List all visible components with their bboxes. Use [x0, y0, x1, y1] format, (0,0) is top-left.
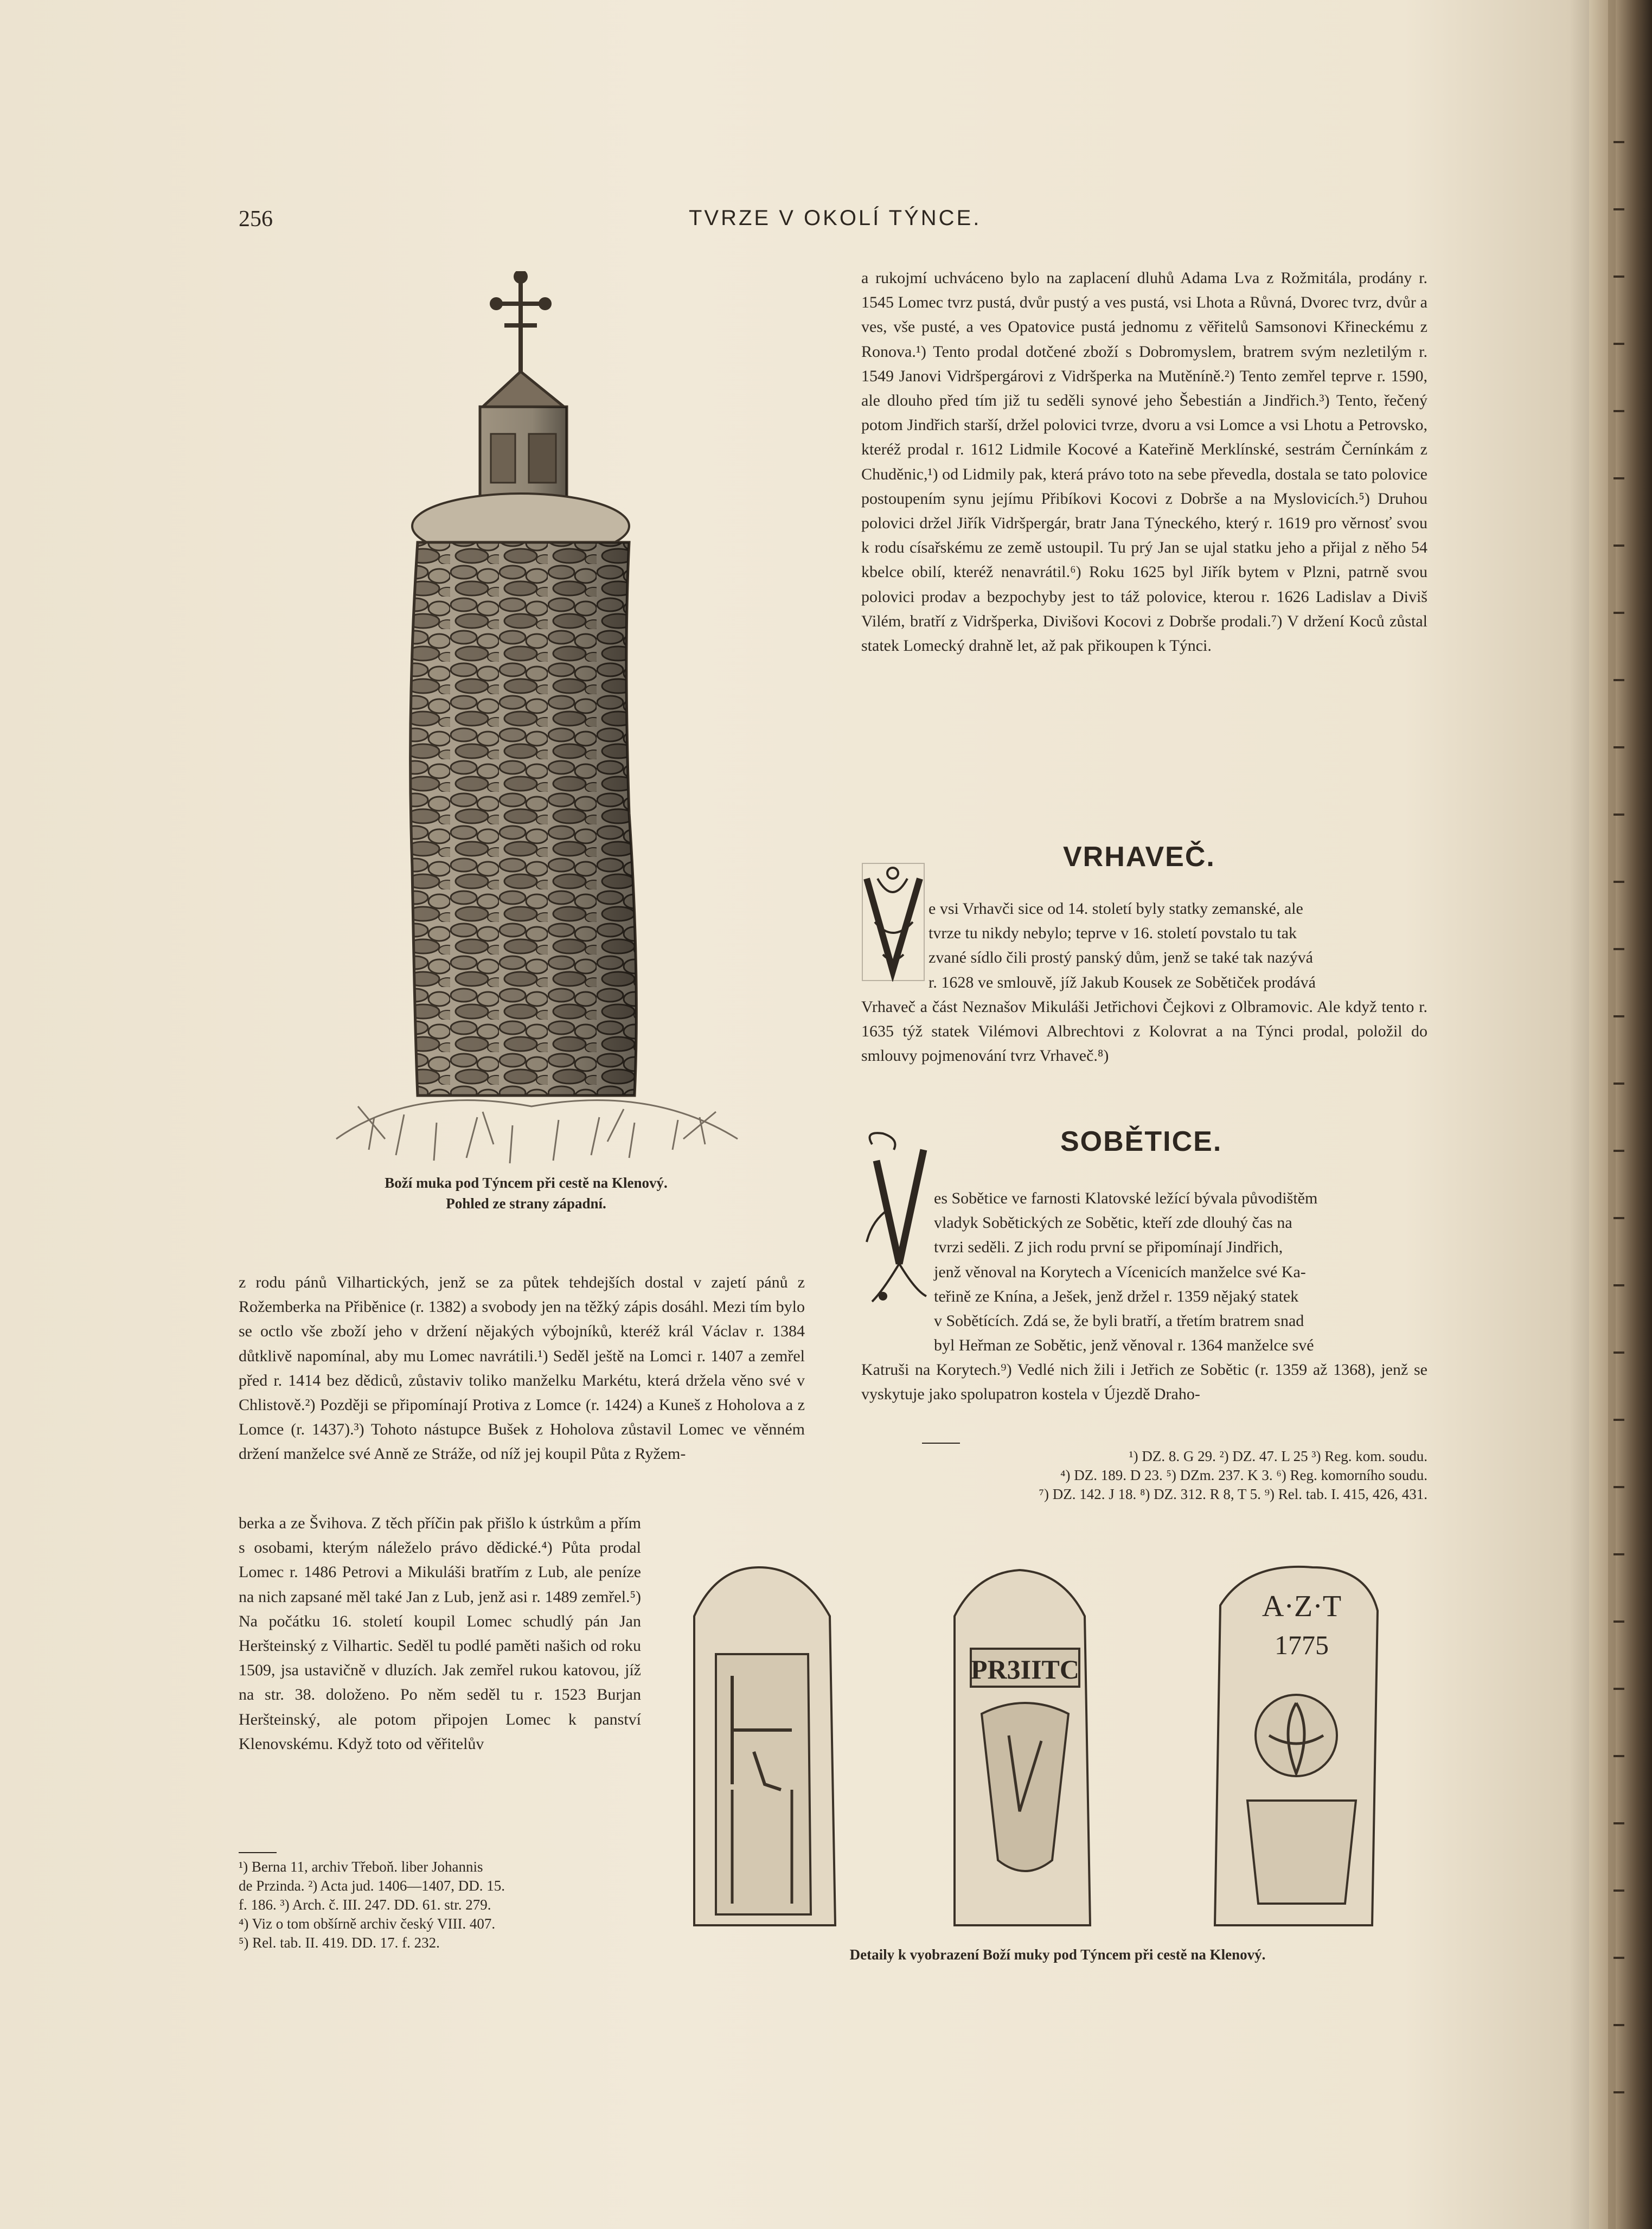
sobetice-line-7: byl Heřman ze Sobětic, jenž věnoval r. 1364 manželce své: [934, 1336, 1314, 1355]
sobetice-line-5: teřině ze Knína, a Ješek, jenž držel r. 1359 nějaký statek: [934, 1287, 1299, 1305]
paragraph-lomec: z rodu pánů Vilhartických, jenž se za půtek tehdejších dostal v zajetí pánů z Rožemberka na Přiběnice (r. 1382) a svobody jen na těžký zápis dosáhl. Mezi tím bylo se octlo vše zboží jeho v držení nějakých výbojníků, kteréž král Václav r. 1384 důtklivě napomínal, aby mu Lomec navrátili.¹) Seděl ještě na Lomci r. 1407 a zemřel před r. 1414 bez dědiců, zůstaviv toliko manželku Markétu, která držela věno své v Chlistově.²) Později se připomínají Protiva z Lomce (r. 1424) a Kuneš z Hoholova a z Lomce (r. 1437).³) Tohoto nástupce Bušek z Hoholova zůstavil Lomec ve věnném držení manželce své Anně ze Stráže, od níž jej koupil Půta z Ryžem-: [239, 1273, 805, 1463]
caption-line-1: Boží muka pod Týncem při cestě na Klenový.: [385, 1175, 668, 1191]
footnote-line: ⁴) Viz o tom obšírně archiv český VIII. 407.: [239, 1916, 496, 1932]
sobetice-line-2: vladyk Sobětických ze Sobětic, kteří zde dlouhý čas na: [934, 1214, 1292, 1232]
running-head: TVRZE V OKOLÍ TÝNCE.: [689, 206, 982, 230]
ornamental-initial-v-icon: [861, 1128, 932, 1312]
stone-details-illustration: [673, 1557, 1443, 1947]
vrhavec-line-2: tvrze tu nikdy nebylo; teprve v 16. století povstalo tu tak: [929, 924, 1297, 943]
footnote-line: ⁴) DZ. 189. D 23. ⁵) DZm. 237. K 3. ⁶) Reg. komorního soudu.: [1060, 1467, 1427, 1483]
footnote-rule-left: [239, 1852, 277, 1853]
footnote-line: ¹) DZ. 8. G 29. ²) DZ. 47. L 25 ³) Reg. kom. soudu.: [1129, 1448, 1427, 1464]
vrhavec-line-3: zvané sídlo čili prostý panský dům, jenž se také tak nazývá: [929, 949, 1313, 967]
right-column-text: [861, 266, 1427, 658]
sobetice-line-1: es Sobětice ve farnosti Klatovské ležící bývala původištěm: [934, 1189, 1318, 1207]
vrhavec-rest-text: Vrhaveč a část Neznašov Mikuláši Jetřichovi Čejkovi z Olbramovic. Ale když tento r. 1635 týž statek Vilémovi Albrechtovi z Kolovrat a na Týnci prodal, položil do smlouvy pojmenování tvrz Vrhaveč.⁸): [861, 998, 1427, 1065]
paragraph-lomec-narrow: berka a ze Švihova. Z těch příčin pak přišlo k ústrkům a přím s osobami, kterým náleželo právo dědické.⁴) Půta prodal Lomec r. 1486 Petrovi a Mikuláši bratřím z Lub, ale peníze na nich zapsané měl také Jan z Lub, jenž asi r. 1489 zemřel.⁵) Na počátku 16. století koupil Lomec schudlý pán Jan Heršteinský z Vilhartic. Seděl tu podlé paměti našich od roku 1509, jsa ustavičně v dluzích. Jak zemřel rukou katovou, jíž na str. 38. doloženo. Po něm seděl tu r. 1523 Burjan Heršteinský, ale potom připojen Lomec k panství Klenovskému. Když toto od věřitelův: [239, 1514, 641, 1753]
stone-inscription-2: A·Z·T: [1262, 1590, 1342, 1623]
stone-inscription-3: 1775: [1275, 1630, 1329, 1660]
vrhavec-line-1: e vsi Vrhavči sice od 14. století byly statky zemanské, ale: [929, 900, 1303, 918]
footnote-line: ¹) Berna 11, archiv Třeboň. liber Johannis: [239, 1859, 483, 1875]
left-column-narrow-text: [239, 1511, 641, 1756]
vrhavec-indented-text: [929, 896, 1427, 995]
illustration-caption: [304, 1173, 748, 1214]
footnote-line: ⁷) DZ. 142. J 18. ⁸) DZ. 312. R 8, T 5. ⁹) Rel. tab. I. 415, 426, 431.: [1039, 1486, 1427, 1502]
footnote-line: f. 186. ³) Arch. č. III. 247. DD. 61. str. 279.: [239, 1897, 491, 1913]
shrine-illustration: [304, 271, 748, 1171]
details-caption: Detaily k vyobrazení Boží muky pod Týncem při cestě na Klenový.: [849, 1946, 1266, 1963]
caption-line-2: Pohled ze strany západní.: [446, 1195, 606, 1212]
footnote-line: ⁵) Rel. tab. II. 419. DD. 17. f. 232.: [239, 1935, 440, 1951]
sobetice-indented-text: [934, 1186, 1427, 1357]
page-number: 256: [239, 207, 273, 232]
page-edge-marks: [1613, 76, 1624, 2137]
section-heading-vrhavec: VRHAVEČ.: [1063, 841, 1215, 873]
cross-icon: [492, 272, 549, 374]
ornamental-initial-v-icon: [861, 862, 925, 982]
sobetice-rest-text: Katruši na Korytech.⁹) Vedlé nich žili i Jetřich ze Sobětic (r. 1359 až 1368), jenž se vyskytuje jako spolupatron kostela v Újezdě Draho-: [861, 1361, 1427, 1404]
vrhavec-line-4: r. 1628 ve smlouvě, jíž Jakub Kousek ze Sobětiček prodává: [929, 973, 1316, 991]
stone-inscription-1: PR3IITC: [970, 1654, 1080, 1684]
footnote-line: de Przinda. ²) Acta jud. 1406—1407, DD. 15.: [239, 1878, 505, 1894]
left-column-text: [239, 1270, 805, 1466]
footnote-rule-right: [922, 1443, 960, 1444]
footnotes-left: [239, 1858, 641, 1952]
sobetice-line-3: tvrzi seděli. Z jich rodu první se připomínají Jindřich,: [934, 1238, 1283, 1257]
footnotes-right: [861, 1447, 1427, 1504]
sobetice-line-6: v Sobětících. Zdá se, že byli bratří, a třetím bratrem snad: [934, 1312, 1304, 1330]
paragraph-lomec-continued: a rukojmí uchváceno bylo na zaplacení dluhů Adama Lva z Rožmitála, prodány r. 1545 Lomec tvrz pustá, dvůr pustý a ves pustá, vsi Lhota a Růvná, Dvorec tvrz, dvůr a ves, vše pusté, a ves Opatovice pustá jednomu z věřitelů Samsonovi Křineckému z Ronova.¹) Tento prodal dotčené zboží s Dobromyslem, bratrem svým nezletilým r. 1549 Janovi Vidršpergárovi z Vidršperka na Mutěníně.²) Tento zemřel teprve r. 1590, ale dlouho před tím již tu seděli synové jeho Šebestián a Jindřich.³) Tento, řečený potom Jindřich starší, držel polovici tvrze, dvoru a vsi Lomce a vsi Lhotu a Petrovsko, kteréž prodal r. 1612 Lidmile Kocové a Kateřině Merklínské, sestrám Černínkám z Chuděnic,¹) od Lidmily pak, která právo toto na sebe převedla, dostala se tato polovice postoupením synu jejímu Přibíkovi Kocovi z Dobrše a na Myslovicích.⁵) Druhou polovici držel Jiřík Vidršpergár, bratr Jana Týneckého, který r. 1619 pro věrnosť svou k rodu císařskému ze země ustoupil. Tu prý Jan se ujal statku jeho a přijal z něho 54 kbelce obilí, kteréž nenavrátil.⁶) Roku 1625 byl Jiřík bytem v Plzni, patrně svou polovici prodav a bezpochyby jest to táž polovice, kterou r. 1626 Ladislav a Diviš Vilém, bratří z Vidršperka, Divišovi Kocovi z Dobrše prodali.⁷) V držení Koců zůstal statek Lomecký drahně let, až pak přikoupen k Týnci.: [861, 269, 1427, 655]
sobetice-line-4: jenž věnoval na Korytech a Vícenicích manželce své Ka-: [934, 1263, 1306, 1281]
section-heading-sobetice: SOBĚTICE.: [1060, 1126, 1222, 1157]
